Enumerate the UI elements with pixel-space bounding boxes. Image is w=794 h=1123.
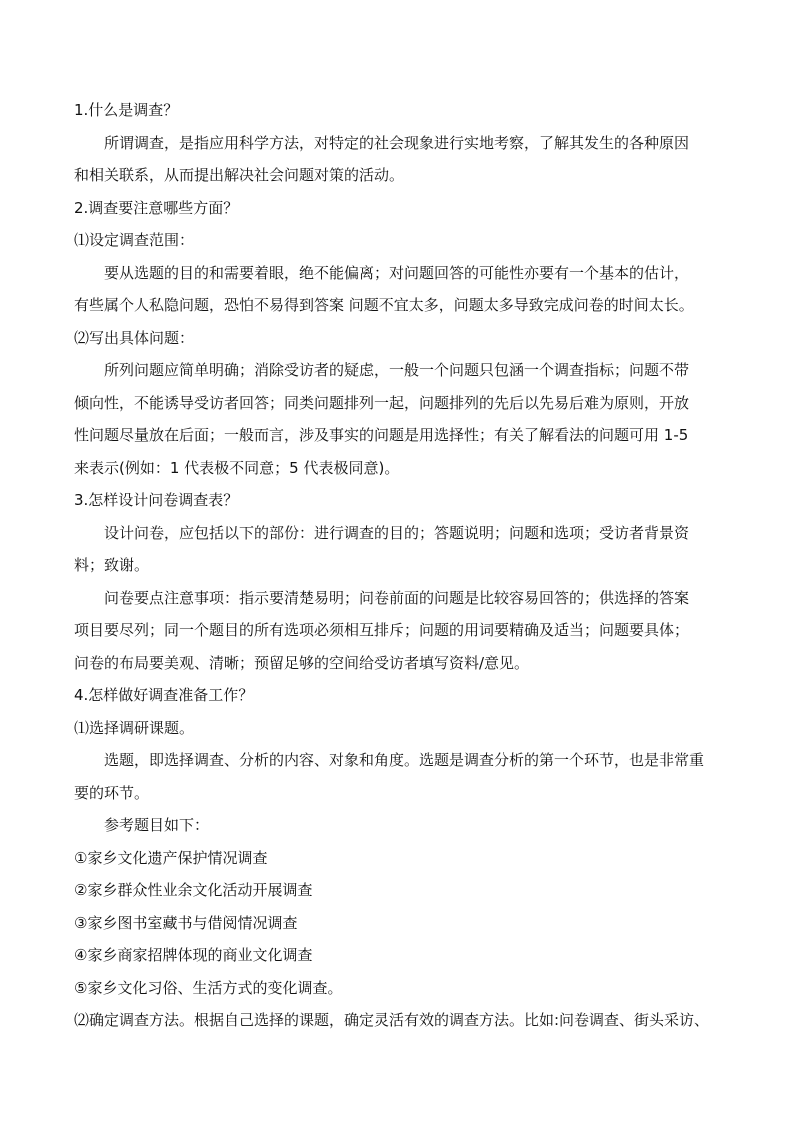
subsection-heading: ⑵确定调查方法。根据自己选择的课题，确定灵活有效的调查方法。比如:问卷调查、街头采访、 bbox=[74, 1011, 710, 1029]
paragraph-line: 问卷要点注意事项：指示要清楚易明；问卷前面的问题是比较容易回答的；供选择的答案 bbox=[104, 588, 690, 607]
paragraph-line: 料；致谢。 bbox=[74, 556, 150, 574]
paragraph-line: 有些属个人私隐问题，恐怕不易得到答案 问题不宜太多，问题太多导致完成问卷的时间太长。 bbox=[74, 296, 694, 314]
subsection-heading: ⑴设定调查范围： bbox=[74, 231, 195, 249]
paragraph-line: 问卷的布局要美观、清晰；预留足够的空间给受访者填写资料/意见。 bbox=[74, 653, 530, 672]
subsection-heading: ⑵写出具体问题： bbox=[74, 328, 195, 347]
paragraph-line: 选题，即选择调查、分析的内容、对象和角度。选题是调查分析的第一个环节，也是非常重 bbox=[104, 751, 705, 769]
subsection-heading: ⑴选择调研课题。 bbox=[74, 718, 195, 737]
section-heading: 4.怎样做好调查准备工作？ bbox=[74, 686, 254, 704]
paragraph-line: 项目要尽列；同一个题目的所有选项必须相互排斥；问题的用词要精确及适当；问题要具体； bbox=[74, 621, 690, 639]
paragraph-line: 来表示(例如：1 代表极不同意；5 代表极同意)。 bbox=[74, 458, 400, 477]
paragraph-line: 要从选题的目的和需要着眼，绝不能偏离；对问题回答的可能性亦要有一个基本的估计， bbox=[104, 263, 690, 282]
list-item: ①家乡文化遗产保护情况调查 bbox=[74, 848, 268, 867]
document-body bbox=[74, 94, 728, 1037]
paragraph-line: 所谓调查，是指应用科学方法，对特定的社会现象进行实地考察，了解其发生的各种原因 bbox=[104, 133, 690, 152]
paragraph-line: 设计问卷，应包括以下的部份：进行调查的目的；答题说明；问题和选项；受访者背景资 bbox=[104, 523, 690, 542]
paragraph-line: 和相关联系，从而提出解决社会问题对策的活动。 bbox=[74, 166, 405, 184]
paragraph-line: 要的环节。 bbox=[74, 783, 150, 802]
list-item: ④家乡商家招牌体现的商业文化调查 bbox=[74, 946, 313, 964]
paragraph-line: 所列问题应简单明确；消除受访者的疑虑，一般一个问题只包涵一个调查指标；问题不带 bbox=[104, 361, 690, 379]
list-item: ⑤家乡文化习俗、生活方式的变化调查。 bbox=[74, 978, 343, 997]
list-item: ②家乡群众性业余文化活动开展调查 bbox=[74, 881, 313, 899]
paragraph-line: 倾向性，不能诱导受访者回答；同类问题排列一起，问题排列的先后以先易后难为原则，开放 bbox=[74, 393, 690, 412]
section-heading: 2.调查要注意哪些方面？ bbox=[74, 198, 239, 217]
paragraph-line: 性问题尽量放在后面；一般而言，涉及事实的问题是用选择性；有关了解看法的问题可用 1-5 bbox=[74, 426, 689, 444]
list-item: ③家乡图书室藏书与借阅情况调查 bbox=[74, 913, 298, 932]
section-heading: 1.什么是调查？ bbox=[74, 101, 179, 119]
paragraph-line: 参考题目如下： bbox=[104, 816, 210, 834]
section-heading: 3.怎样设计问卷调查表？ bbox=[74, 491, 239, 509]
